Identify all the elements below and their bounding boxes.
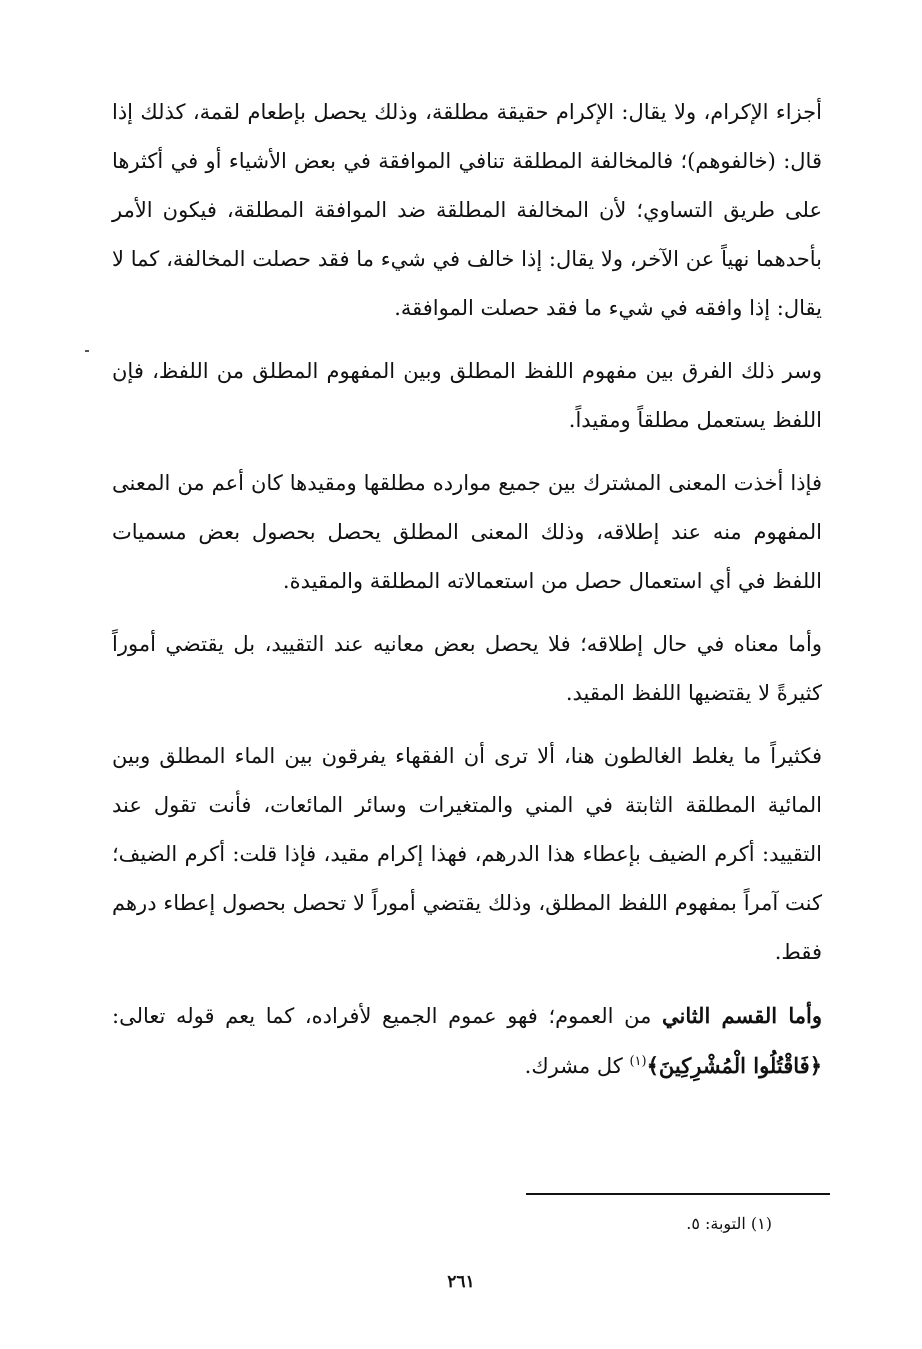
quran-quote: ﴿فَاقْتُلُوا الْمُشْرِكِينَ﴾: [646, 1053, 822, 1078]
paragraph-1: أجزاء الإكرام، ولا يقال: الإكرام حقيقة مطلقة، وذلك يحصل بإطعام لقمة، كذلك إذا قال: (خالفوهم)؛ فالمخالفة المطلقة تنافي الموافقة في بعض الأشياء أو في أكثرها على طريق التساوي؛ لأن المخالفة المطلقة ضد الموافقة المطلقة، فيكون الأمر بأحدهما نهياً عن الآخر، ولا يقال: إذا خالف في شيء ما فقد حصلت المخالفة، كما لا يقال: إذا وافقه في شيء ما فقد حصلت الموافقة.: [112, 100, 822, 320]
paragraph-2: وسر ذلك الفرق بين مفهوم اللفظ المطلق وبين المفهوم المطلق من اللفظ، فإن اللفظ يستعمل مطلقاً ومقيداً.: [112, 359, 822, 432]
paragraph-5: فكثيراً ما يغلط الغالطون هنا، ألا ترى أن الفقهاء يفرقون بين الماء المطلق وبين المائية المطلقة الثابتة في المني والمتغيرات وسائر المائعات، فأنت تقول عند التقييد: أكرم الضيف بإعطاء هذا الدرهم، فهذا إكرام مقيد، فإذا قلت: أكرم الضيف؛ كنت آمراً بمفهوم اللفظ المطلق، وذلك يقتضي أموراً لا تحصل بحصول إعطاء درهم فقط.: [112, 744, 822, 964]
paragraph-6-text-a: من العموم؛ فهو عموم الجميع لأفراده، كما يعم قوله تعالى:: [112, 1004, 662, 1028]
footnote: (١) التوبة: ٥.: [686, 1214, 772, 1233]
paragraph-4: وأما معناه في حال إطلاقه؛ فلا يحصل بعض معانيه عند التقييد، بل يقتضي أموراً كثيرةً لا يقتضيها اللفظ المقيد.: [112, 632, 822, 705]
paragraph-6: [112, 991, 822, 1091]
footnote-divider: [526, 1193, 830, 1195]
main-text-block: [112, 88, 822, 1105]
section-lead-bold: وأما القسم الثاني: [661, 1003, 822, 1028]
paragraph-3: فإذا أخذت المعنى المشترك بين جميع موارده مطلقها ومقيدها كان أعم من المعنى المفهوم منه عند إطلاقه، وذلك المعنى المطلق يحصل بحصول بعض مسميات اللفظ في أي استعمال حصل من استعمالاته المطلقة والمقيدة.: [112, 471, 822, 593]
page-number: ٢٦١: [447, 1272, 475, 1292]
paragraph-6-text-b: كل مشرك.: [524, 1054, 630, 1078]
scan-speck: [85, 350, 89, 352]
footnote-reference: (١): [629, 1054, 647, 1069]
